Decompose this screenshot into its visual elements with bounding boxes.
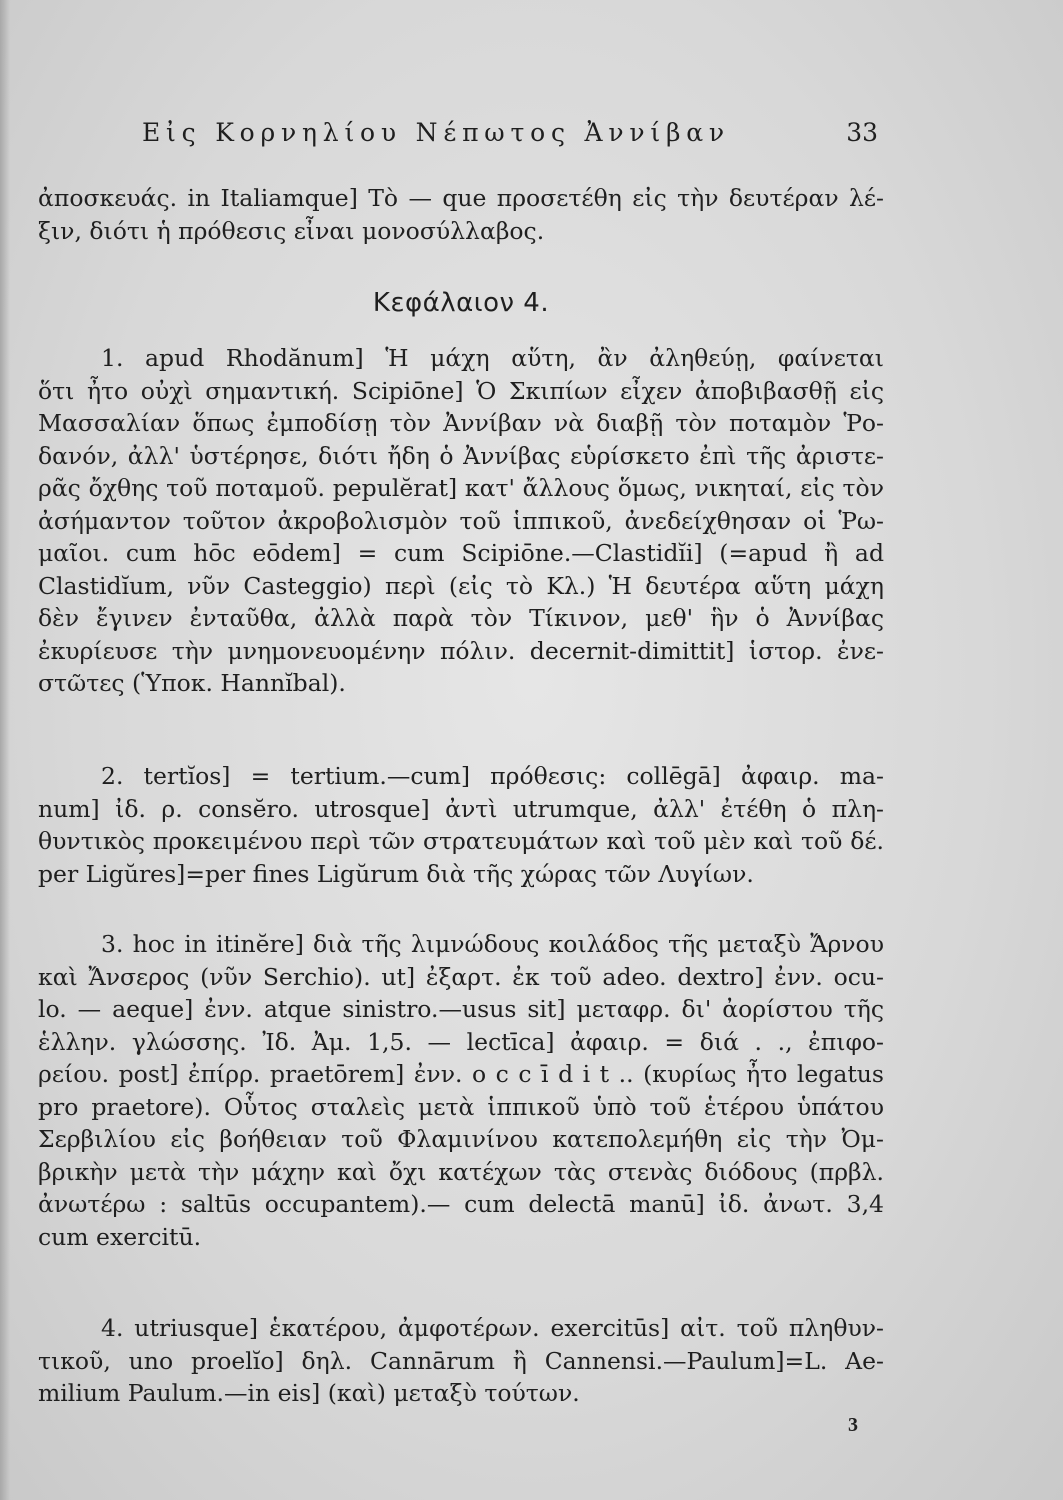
note-paragraph-2 xyxy=(38,760,884,890)
text-line: ξιν, διότι ἡ πρόθεσις εἶναι μονοσύλλαβος. xyxy=(38,216,545,245)
text-line: 4. utriusque] ἑκατέρου, ἀμφοτέρων. exercitūs] αἰτ. τοῦ πληθυν- xyxy=(101,1314,884,1342)
text-line: ρείου. post] ἐπίρρ. praetōrem] ἐνν. o c c ī d i t .. (κυρίως ἦτο legatus xyxy=(38,1060,884,1088)
text-line: Μασσαλίαν ὅπως ἐμποδίσῃ τὸν Ἀννίβαν νὰ διαβῇ τὸν ποταμὸν Ῥο- xyxy=(38,409,884,437)
text-line: βρικὴν μετὰ τὴν μάχην καὶ ὄχι κατέχων τὰς στενὰς διόδους (πρβλ. xyxy=(38,1157,884,1186)
text-line: στῶτες (Ὑποκ. Hannĭbal). xyxy=(38,669,346,697)
text-line: ἀνωτέρω : saltūs occupantem).— cum delectā manū] ἰδ. ἀνωτ. 3,4 xyxy=(38,1190,884,1218)
text-line: δὲν ἔγινεν ἐνταῦθα, ἀλλὰ παρὰ τὸν Τίκινον, μεθ' ἣν ὁ Ἀννίβας xyxy=(38,604,884,632)
text-line: ἀποσκευάς. in Italiamque] Τὸ — que προσετέθη εἰς τὴν δευτέραν λέ- xyxy=(38,184,884,212)
text-line: ἐκυρίευσε τὴν μνημονευομένην πόλιν. decernit-dimittit] ἱστορ. ἐνε- xyxy=(38,636,884,665)
text-line: lo. — aeque] ἐνν. atque sinistro.—usus sit] μεταφρ. δι' ἀορίστου τῆς xyxy=(38,995,884,1023)
text-line: ἀσήμαντον τοῦτον ἀκροβολισμὸν τοῦ ἱππικοῦ, ἀνεδείχθησαν οἱ Ῥω- xyxy=(38,506,884,535)
running-header xyxy=(142,118,878,158)
text-line: num] ἰδ. ρ. consĕro. utrosque] ἀντὶ utrumque, ἀλλ' ἐτέθη ὁ πλη- xyxy=(38,794,884,823)
signature-mark: 3 xyxy=(848,1414,858,1436)
note-paragraph-1 xyxy=(38,342,884,700)
running-title: Εἰς Κορνηλίου Νέπωτος Ἀννίβαν xyxy=(142,118,730,147)
text-line: δανόν, ἀλλ' ὑστέρησε, διότι ἤδη ὁ Ἀννίβας εὑρίσκετο ἐπὶ τῆς ἀριστε- xyxy=(38,441,884,470)
text-line: 2. tertĭos] = tertium.—cum] πρόθεσις: collēgā] ἀφαιρ. ma- xyxy=(101,762,884,790)
text-line: ἑλλην. γλώσσης. Ἰδ. Ἀμ. 1,5. — lectīca] ἀφαιρ. = διά . ., ἐπιφο- xyxy=(38,1027,884,1056)
intro-paragraph xyxy=(38,182,884,247)
text-line: τικοῦ, uno proelĭo] δηλ. Cannārum ἢ Cannensi.—Paulum]=L. Ae- xyxy=(38,1346,884,1375)
page-number: 33 xyxy=(846,118,878,147)
text-line: ὅτι ἦτο οὐχὶ σημαντική. Scipiōne] Ὁ Σκιπίων εἶχεν ἀποβιβασθῇ εἰς xyxy=(38,376,884,405)
text-line: θυντικὸς προκειμένου περὶ τῶν στρατευμάτων καὶ τοῦ μὲν καὶ τοῦ δέ. xyxy=(38,827,884,855)
text-line: 1. apud Rhodănum] Ἡ μάχη αὕτη, ἂν ἀληθεύῃ, φαίνεται xyxy=(101,344,884,372)
text-line: Clastidĭum, νῦν Casteggio) περὶ (εἰς τὸ Κλ.) Ἡ δευτέρα αὕτη μάχη xyxy=(38,571,884,600)
text-line: pro praetore). Οὗτος σταλεὶς μετὰ ἱππικοῦ ὑπὸ τοῦ ἑτέρου ὑπάτου xyxy=(38,1092,884,1121)
chapter-title: Κεφάλαιον 4. xyxy=(372,288,550,318)
text-line: milium Paulum.—in eis] (καὶ) μεταξὺ τούτων. xyxy=(38,1379,580,1407)
binding-shadow xyxy=(0,0,10,1500)
text-line: καὶ Ἄνσερος (νῦν Serchio). ut] ἐξαρτ. ἐκ τοῦ adeo. dextro] ἐνν. ocu- xyxy=(38,962,884,991)
text-line: μαῖοι. cum hōc eōdem] = cum Scipiōne.—Clastidĭi] (=apud ἢ ad xyxy=(38,539,884,567)
note-paragraph-3 xyxy=(38,928,884,1253)
note-paragraph-4 xyxy=(38,1312,884,1410)
text-line: Σερβιλίου εἰς βοήθειαν τοῦ Φλαμινίνου κατεπολεμήθη εἰς τὴν Ὀμ- xyxy=(38,1125,884,1153)
text-line: cum exercitū. xyxy=(38,1222,202,1251)
text-line: 3. hoc in itinĕre] διὰ τῆς λιμνώδους κοιλάδος τῆς μεταξὺ Ἄρνου xyxy=(101,930,884,958)
text-line: per Ligŭres]=per fines Ligŭrum διὰ τῆς χώρας τῶν Λυγίων. xyxy=(38,859,754,888)
text-line: ρᾶς ὄχθης τοῦ ποταμοῦ. pepulĕrat] κατ' ἄλλους ὅμως, νικηταί, εἰς τὸν xyxy=(38,474,884,502)
